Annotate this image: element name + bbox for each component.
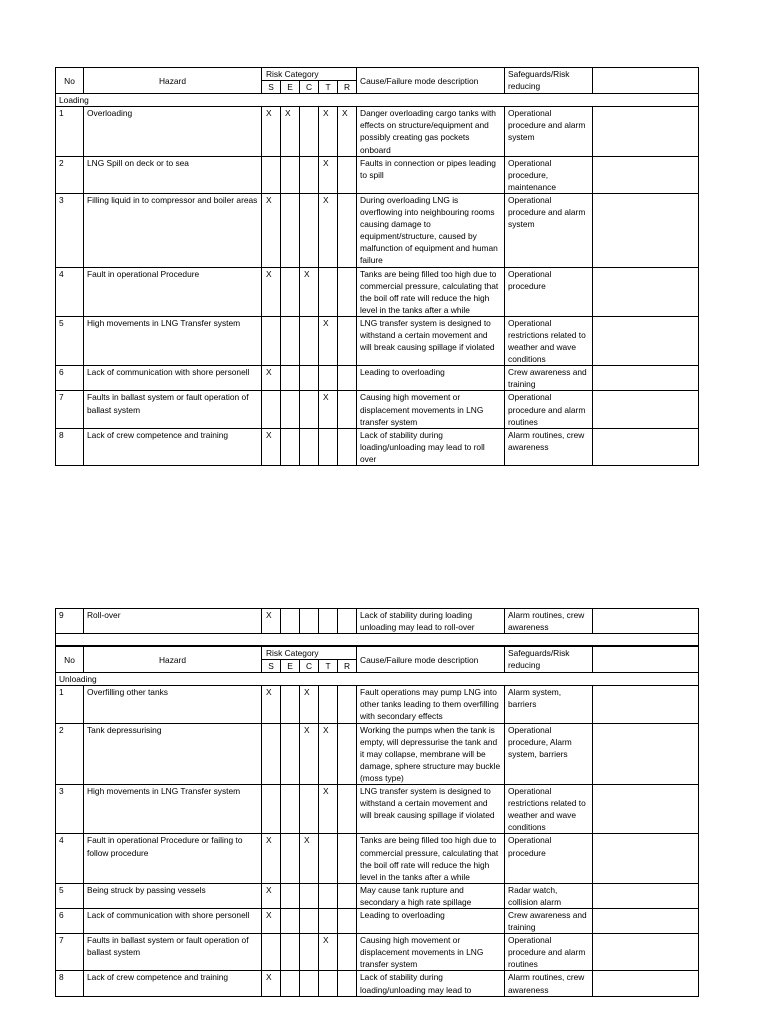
blank-cell bbox=[593, 391, 699, 428]
cat-c-cell bbox=[300, 971, 319, 996]
cause-cell: Lack of stability during loading unloading may lead to roll-over bbox=[357, 609, 505, 634]
table-row bbox=[56, 971, 699, 996]
cat-c-cell bbox=[300, 609, 319, 634]
cat-r-cell bbox=[338, 971, 357, 996]
cat-r-cell bbox=[338, 366, 357, 391]
safeguards-cell: Operational procedure and alarm system bbox=[505, 107, 593, 156]
cat-s-cell bbox=[262, 156, 281, 193]
cat-s-cell: X bbox=[262, 193, 281, 267]
table-row bbox=[56, 908, 699, 933]
cat-c-cell bbox=[300, 391, 319, 428]
cat-t-cell: X bbox=[319, 193, 338, 267]
blank-cell bbox=[593, 316, 699, 365]
row-number: 1 bbox=[56, 686, 84, 723]
cat-r-cell bbox=[338, 883, 357, 908]
cat-t-cell bbox=[319, 428, 338, 465]
cause-cell: Working the pumps when the tank is empty, will depressurise the tank and it may collapse, membrane will be damage, sphere structure may buckle (moss type) bbox=[357, 723, 505, 784]
cat-e-cell bbox=[281, 156, 300, 193]
hazard-cell: High movements in LNG Transfer system bbox=[84, 785, 262, 834]
table-row bbox=[56, 366, 699, 391]
cat-s-cell: X bbox=[262, 366, 281, 391]
cat-r-cell bbox=[338, 908, 357, 933]
safeguards-cell: Operational procedure, Alarm system, barriers bbox=[505, 723, 593, 784]
cause-cell: Danger overloading cargo tanks with effects on structure/equipment and possibly creating gas pockets onboard bbox=[357, 107, 505, 156]
cat-c-cell bbox=[300, 366, 319, 391]
section-title-loading: Loading bbox=[56, 94, 699, 107]
hazard-cell: Filling liquid in to compressor and boiler areas bbox=[84, 193, 262, 267]
cat-t-cell: X bbox=[319, 391, 338, 428]
safeguards-cell: Alarm system, barriers bbox=[505, 686, 593, 723]
cat-s-cell bbox=[262, 934, 281, 971]
header-safeguards: Safeguards/Risk reducing bbox=[505, 68, 593, 94]
cat-r-cell bbox=[338, 785, 357, 834]
safeguards-cell: Crew awareness and training bbox=[505, 366, 593, 391]
safeguards-cell: Crew awareness and training bbox=[505, 908, 593, 933]
cat-c-cell bbox=[300, 785, 319, 834]
blank-cell bbox=[593, 107, 699, 156]
safeguards-cell: Operational procedure and alarm routines bbox=[505, 391, 593, 428]
header-hazard: Hazard bbox=[84, 647, 262, 673]
table-row bbox=[56, 609, 699, 634]
header-cause: Cause/Failure mode description bbox=[357, 68, 505, 94]
cat-r-cell bbox=[338, 609, 357, 634]
hazard-cell: Lack of crew competence and training bbox=[84, 971, 262, 996]
cat-s-cell bbox=[262, 785, 281, 834]
table-row bbox=[56, 193, 699, 267]
blank-cell bbox=[593, 883, 699, 908]
cat-s-cell: X bbox=[262, 971, 281, 996]
cat-s-cell: X bbox=[262, 908, 281, 933]
hazard-cell: Overloading bbox=[84, 107, 262, 156]
row-number: 9 bbox=[56, 609, 84, 634]
hazard-cell: Faults in ballast system or fault operation of ballast system bbox=[84, 391, 262, 428]
table-row bbox=[56, 883, 699, 908]
cat-c-cell bbox=[300, 193, 319, 267]
cause-cell: Faults in connection or pipes leading to spill bbox=[357, 156, 505, 193]
header-blank bbox=[593, 647, 699, 673]
cat-e-cell bbox=[281, 934, 300, 971]
safeguards-cell: Alarm routines, crew awareness bbox=[505, 609, 593, 634]
cause-cell: Leading to overloading bbox=[357, 366, 505, 391]
cat-e-cell bbox=[281, 971, 300, 996]
cat-r-cell bbox=[338, 934, 357, 971]
hazard-cell: Overfilling other tanks bbox=[84, 686, 262, 723]
blank-cell bbox=[593, 428, 699, 465]
cat-e-cell bbox=[281, 834, 300, 883]
cat-t-cell: X bbox=[319, 934, 338, 971]
header-no: No bbox=[56, 647, 84, 673]
cat-r-cell bbox=[338, 156, 357, 193]
cat-s-cell: X bbox=[262, 107, 281, 156]
hazard-cell: Fault in operational Procedure bbox=[84, 267, 262, 316]
safeguards-cell: Alarm routines, crew awareness bbox=[505, 428, 593, 465]
cat-e-cell bbox=[281, 609, 300, 634]
row-number: 5 bbox=[56, 316, 84, 365]
cat-s-cell bbox=[262, 723, 281, 784]
hazard-cell: High movements in LNG Transfer system bbox=[84, 316, 262, 365]
cat-e-cell bbox=[281, 267, 300, 316]
cause-cell: During overloading LNG is overflowing into neighbouring rooms causing damage to equipment/structure, caused by malfunction of equipment and human failure bbox=[357, 193, 505, 267]
cat-c-cell bbox=[300, 934, 319, 971]
header-cat-c: C bbox=[300, 660, 319, 673]
hazard-cell: Roll-over bbox=[84, 609, 262, 634]
safeguards-cell: Operational procedure bbox=[505, 267, 593, 316]
table-row bbox=[56, 107, 699, 156]
cat-s-cell: X bbox=[262, 609, 281, 634]
row-number: 2 bbox=[56, 723, 84, 784]
cat-t-cell: X bbox=[319, 723, 338, 784]
cat-t-cell bbox=[319, 908, 338, 933]
cat-r-cell bbox=[338, 834, 357, 883]
blank-cell bbox=[593, 785, 699, 834]
row-number: 8 bbox=[56, 428, 84, 465]
cat-e-cell bbox=[281, 193, 300, 267]
blank-cell bbox=[593, 267, 699, 316]
table-row bbox=[56, 723, 699, 784]
safeguards-cell: Operational restrictions related to weather and wave conditions bbox=[505, 785, 593, 834]
cat-t-cell: X bbox=[319, 785, 338, 834]
cause-cell: Causing high movement or displacement movements in LNG transfer system bbox=[357, 391, 505, 428]
blank-cell bbox=[593, 834, 699, 883]
header-cat-c: C bbox=[300, 81, 319, 94]
hazard-cell: Being struck by passing vessels bbox=[84, 883, 262, 908]
header-risk-category: Risk Category bbox=[262, 647, 357, 660]
cat-c-cell: X bbox=[300, 834, 319, 883]
blank-cell bbox=[593, 193, 699, 267]
header-cat-r: R bbox=[338, 81, 357, 94]
cat-e-cell bbox=[281, 316, 300, 365]
cat-c-cell bbox=[300, 883, 319, 908]
cat-r-cell bbox=[338, 391, 357, 428]
row-number: 3 bbox=[56, 785, 84, 834]
header-cat-r: R bbox=[338, 660, 357, 673]
cat-t-cell bbox=[319, 883, 338, 908]
hazard-cell: Tank depressurising bbox=[84, 723, 262, 784]
cat-c-cell: X bbox=[300, 686, 319, 723]
row-number: 6 bbox=[56, 908, 84, 933]
safeguards-cell: Alarm routines, crew awareness bbox=[505, 971, 593, 996]
hazard-cell: Lack of communication with shore personell bbox=[84, 908, 262, 933]
cause-cell: Tanks are being filled too high due to commercial pressure, calculating that the boil off rate will reduce the high level in the tanks after a while bbox=[357, 267, 505, 316]
safeguards-cell: Operational procedure bbox=[505, 834, 593, 883]
header-safeguards: Safeguards/Risk reducing bbox=[505, 647, 593, 673]
header-blank bbox=[593, 68, 699, 94]
cat-c-cell: X bbox=[300, 267, 319, 316]
hazard-cell: Fault in operational Procedure or failing to follow procedure bbox=[84, 834, 262, 883]
row-number: 8 bbox=[56, 971, 84, 996]
cause-cell: LNG transfer system is designed to withstand a certain movement and will break causing spillage if violated bbox=[357, 785, 505, 834]
cat-e-cell bbox=[281, 391, 300, 428]
cat-s-cell: X bbox=[262, 834, 281, 883]
header-cat-s: S bbox=[262, 81, 281, 94]
table-row bbox=[56, 267, 699, 316]
cat-t-cell bbox=[319, 267, 338, 316]
table-row bbox=[56, 391, 699, 428]
row-number: 2 bbox=[56, 156, 84, 193]
loading-rows bbox=[56, 107, 699, 466]
cause-cell: Causing high movement or displacement movements in LNG transfer system bbox=[357, 934, 505, 971]
cat-r-cell bbox=[338, 686, 357, 723]
blank-cell bbox=[593, 609, 699, 634]
section-title-unloading: Unloading bbox=[56, 673, 699, 686]
cat-c-cell bbox=[300, 908, 319, 933]
table-row bbox=[56, 428, 699, 465]
loading-risk-table bbox=[55, 67, 699, 466]
header-cause: Cause/Failure mode description bbox=[357, 647, 505, 673]
blank-cell bbox=[593, 686, 699, 723]
hazard-cell: Lack of crew competence and training bbox=[84, 428, 262, 465]
header-cat-s: S bbox=[262, 660, 281, 673]
table-row bbox=[56, 834, 699, 883]
cat-t-cell: X bbox=[319, 107, 338, 156]
cat-t-cell bbox=[319, 834, 338, 883]
row-number: 4 bbox=[56, 267, 84, 316]
row-number: 1 bbox=[56, 107, 84, 156]
blank-cell bbox=[593, 971, 699, 996]
header-cat-t: T bbox=[319, 81, 338, 94]
cat-r-cell: X bbox=[338, 107, 357, 156]
cat-c-cell bbox=[300, 428, 319, 465]
cat-c-cell bbox=[300, 316, 319, 365]
blank-cell bbox=[593, 156, 699, 193]
hazard-cell: Faults in ballast system or fault operation of ballast system bbox=[84, 934, 262, 971]
cat-e-cell bbox=[281, 785, 300, 834]
cat-r-cell bbox=[338, 428, 357, 465]
safeguards-cell: Operational procedure and alarm routines bbox=[505, 934, 593, 971]
safeguards-cell: Radar watch, collision alarm bbox=[505, 883, 593, 908]
cat-r-cell bbox=[338, 316, 357, 365]
cat-s-cell bbox=[262, 316, 281, 365]
cat-e-cell: X bbox=[281, 107, 300, 156]
blank-cell bbox=[593, 934, 699, 971]
blank-cell bbox=[593, 366, 699, 391]
cat-t-cell bbox=[319, 971, 338, 996]
table-row bbox=[56, 934, 699, 971]
spacer-row bbox=[56, 634, 699, 646]
cat-e-cell bbox=[281, 686, 300, 723]
cat-c-cell: X bbox=[300, 723, 319, 784]
blank-cell bbox=[593, 908, 699, 933]
safeguards-cell: Operational restrictions related to weather and wave conditions bbox=[505, 316, 593, 365]
safeguards-cell: Operational procedure and alarm system bbox=[505, 193, 593, 267]
cat-c-cell bbox=[300, 156, 319, 193]
table-row bbox=[56, 156, 699, 193]
table-row bbox=[56, 316, 699, 365]
cat-s-cell: X bbox=[262, 428, 281, 465]
row-number: 7 bbox=[56, 391, 84, 428]
row-number: 5 bbox=[56, 883, 84, 908]
hazard-cell: LNG Spill on deck or to sea bbox=[84, 156, 262, 193]
cause-cell: LNG transfer system is designed to withstand a certain movement and will break causing spillage if violated bbox=[357, 316, 505, 365]
safeguards-cell: Operational procedure, maintenance bbox=[505, 156, 593, 193]
cat-r-cell bbox=[338, 193, 357, 267]
unloading-rows bbox=[56, 686, 699, 996]
hazard-cell: Lack of communication with shore personell bbox=[84, 366, 262, 391]
cat-s-cell: X bbox=[262, 267, 281, 316]
header-cat-t: T bbox=[319, 660, 338, 673]
cause-cell: Tanks are being filled too high due to commercial pressure, calculating that the boil off rate will reduce the high level in the tanks after a while bbox=[357, 834, 505, 883]
row-number: 3 bbox=[56, 193, 84, 267]
cat-r-cell bbox=[338, 267, 357, 316]
cause-cell: Fault operations may pump LNG into other tanks leading to them overfilling with secondary effects bbox=[357, 686, 505, 723]
cat-c-cell bbox=[300, 107, 319, 156]
cat-t-cell bbox=[319, 686, 338, 723]
cat-s-cell bbox=[262, 391, 281, 428]
cat-s-cell: X bbox=[262, 883, 281, 908]
cat-e-cell bbox=[281, 908, 300, 933]
cat-t-cell bbox=[319, 366, 338, 391]
continued-rows bbox=[56, 609, 699, 634]
header-risk-category: Risk Category bbox=[262, 68, 357, 81]
cause-cell: Lack of stability during loading/unloading may lead to roll over bbox=[357, 428, 505, 465]
continued-risk-table bbox=[55, 608, 699, 646]
table-row bbox=[56, 785, 699, 834]
cause-cell: Leading to overloading bbox=[357, 908, 505, 933]
cat-e-cell bbox=[281, 428, 300, 465]
row-number: 4 bbox=[56, 834, 84, 883]
cat-e-cell bbox=[281, 366, 300, 391]
cat-t-cell: X bbox=[319, 156, 338, 193]
cat-t-cell: X bbox=[319, 316, 338, 365]
cat-s-cell: X bbox=[262, 686, 281, 723]
row-number: 7 bbox=[56, 934, 84, 971]
header-cat-e: E bbox=[281, 81, 300, 94]
header-cat-e: E bbox=[281, 660, 300, 673]
cause-cell: Lack of stability during loading/unloading may lead to bbox=[357, 971, 505, 996]
cat-e-cell bbox=[281, 883, 300, 908]
cat-e-cell bbox=[281, 723, 300, 784]
blank-cell bbox=[593, 723, 699, 784]
unloading-risk-table bbox=[55, 646, 699, 997]
header-no: No bbox=[56, 68, 84, 94]
cat-t-cell bbox=[319, 609, 338, 634]
cause-cell: May cause tank rupture and secondary a high rate spillage bbox=[357, 883, 505, 908]
table-row bbox=[56, 686, 699, 723]
cat-r-cell bbox=[338, 723, 357, 784]
row-number: 6 bbox=[56, 366, 84, 391]
header-hazard: Hazard bbox=[84, 68, 262, 94]
